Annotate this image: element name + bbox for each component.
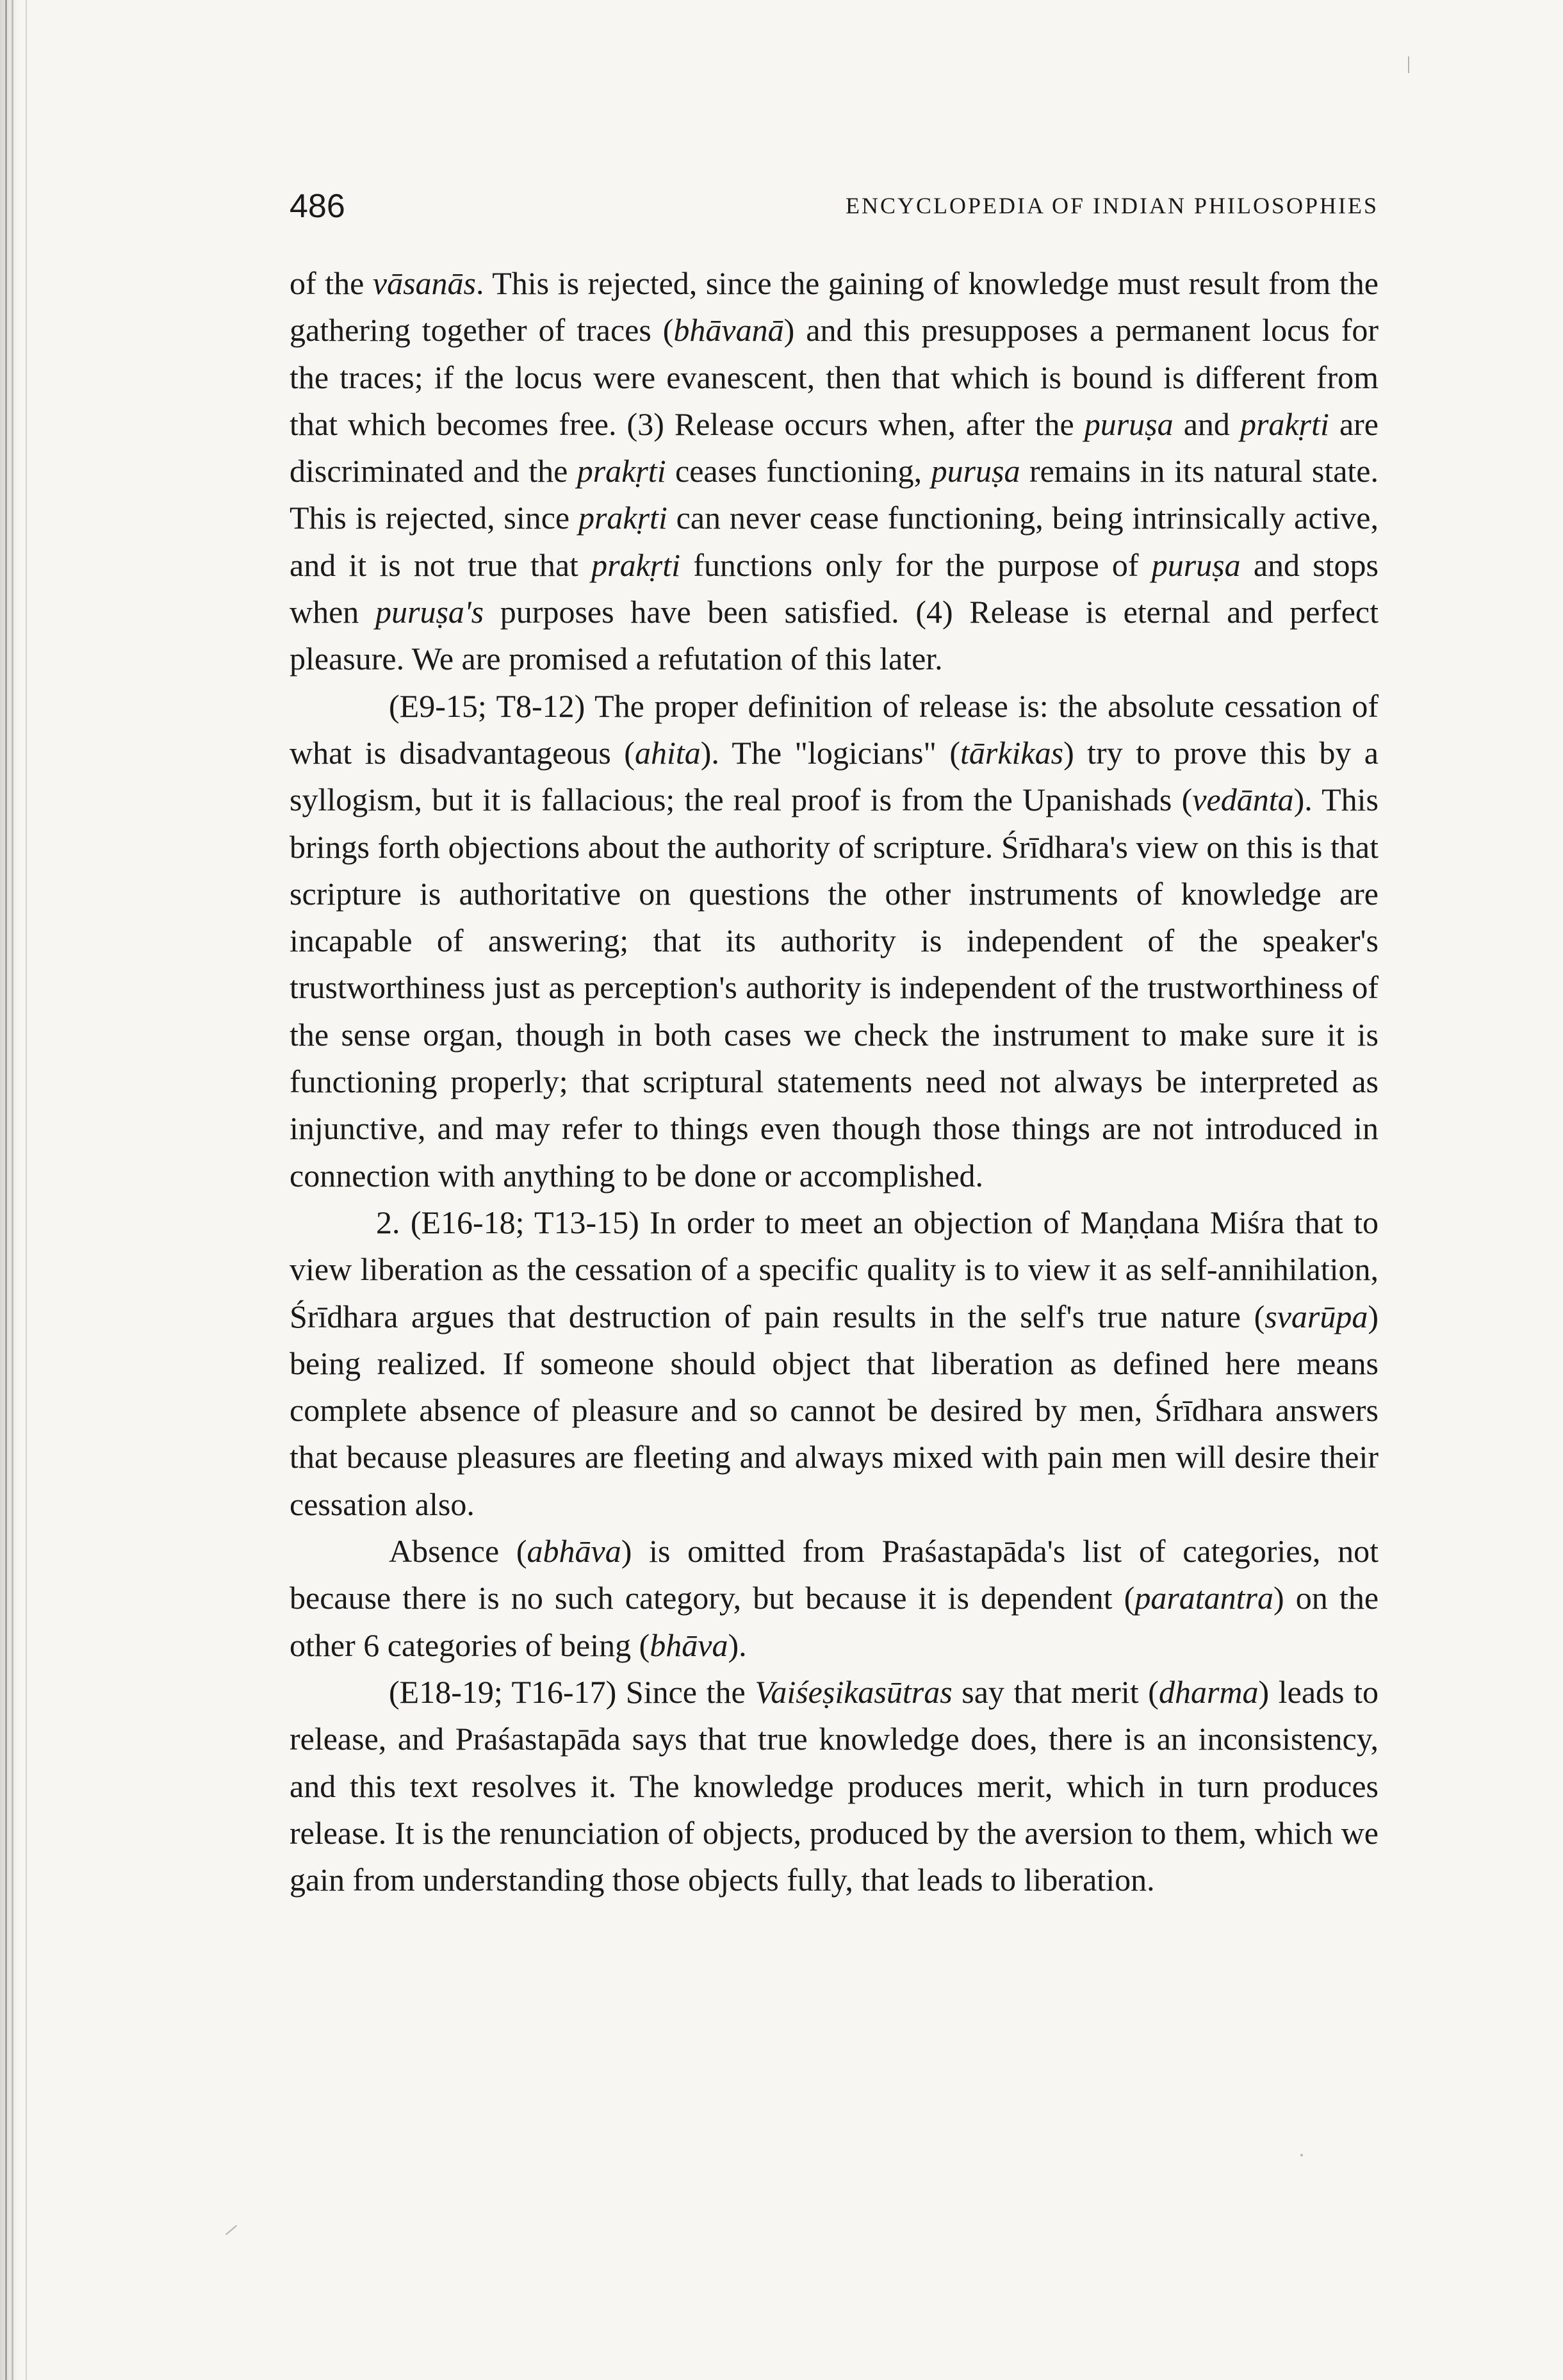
gutter-line [12,0,13,2380]
scan-speck [1300,2154,1303,2156]
paragraph-4: Absence (abhāva) is omitted from Praśastapāda's list of categories, not because there is no such category, but because it is dependent (paratantra) on the other 6 categories of being (bhāva). [290,1533,1379,1663]
page-number: 486 [290,188,345,225]
page-gutter [0,0,19,2380]
paragraph-3: 2. (E16-18; T13-15) In order to meet an objection of Maṇḍana Miśra that to view liberation as the cessation of a specific quality is to view it as self-annihilation, Śrīdhara argues that destruction of pain results in the self's true nature (svarūpa) being realized. If someone should object that liberation as defined here means complete absence of pleasure and so cannot be desired by men, Śrīdhara answers that because pleasures are fleeting and always mixed with pain men will desire their cessation also. [290,1204,1379,1522]
paragraph-2: (E9-15; T8-12) The proper definition of release is: the absolute cessation of what is disadvantageous (ahita). The "logicians" (tārkikas) try to prove this by a syllogism, but it is fallacious; the real proof is from the Upanishads (vedānta). This brings forth objections about the authority of scripture. Śrīdhara's view on this is that scripture is authoritative on questions the other instruments of knowledge are incapable of answering; that its authority is independent of the speaker's trustworthiness just as perception's authority is independent of the trustworthiness of the sense organ, though in both cases we check the instrument to make sure it is functioning properly; that scriptural statements need not always be interpreted as injunctive, and may refer to things even though those things are not introduced in connection with anything to be done or accomplished. [290,687,1379,1194]
scan-speck [1408,56,1409,73]
body-text [290,260,1379,1903]
paragraph-5: (E18-19; T16-17) Since the Vaiśeṣikasūtras say that merit (dharma) leads to release, and Praśastapāda says that true knowledge does, there is an inconsistency, and this text resolves it. The knowledge produces merit, which in turn produces release. It is the renunciation of objects, produced by the aversion to them, which we gain from understanding those objects fully, that leads to liberation. [290,1673,1379,1898]
scan-speck [225,2225,237,2235]
paragraph-1: of the vāsanās. This is rejected, since the gaining of knowledge must result from the gathering together of traces (bhāvanā) and this presupposes a permanent locus for the traces; if the locus were evanescent, then that which is bound is different from that which becomes free. (3) Release occurs when, after the puruṣa and prakṛti are discriminated and the prakṛti ceases functioning, puruṣa remains in its natural state. This is rejected, since prakṛti can never cease functioning, being intrinsically active, and it is not true that prakṛti functions only for the purpose of puruṣa and stops when puruṣa's purposes have been satisfied. (4) Release is eternal and perfect pleasure. We are promised a refutation of this later. [290,265,1379,677]
gutter-line [5,0,7,2380]
page-header [290,187,1379,232]
running-head: ENCYCLOPEDIA OF INDIAN PHILOSOPHIES [845,193,1379,218]
gutter-line [26,0,27,2380]
